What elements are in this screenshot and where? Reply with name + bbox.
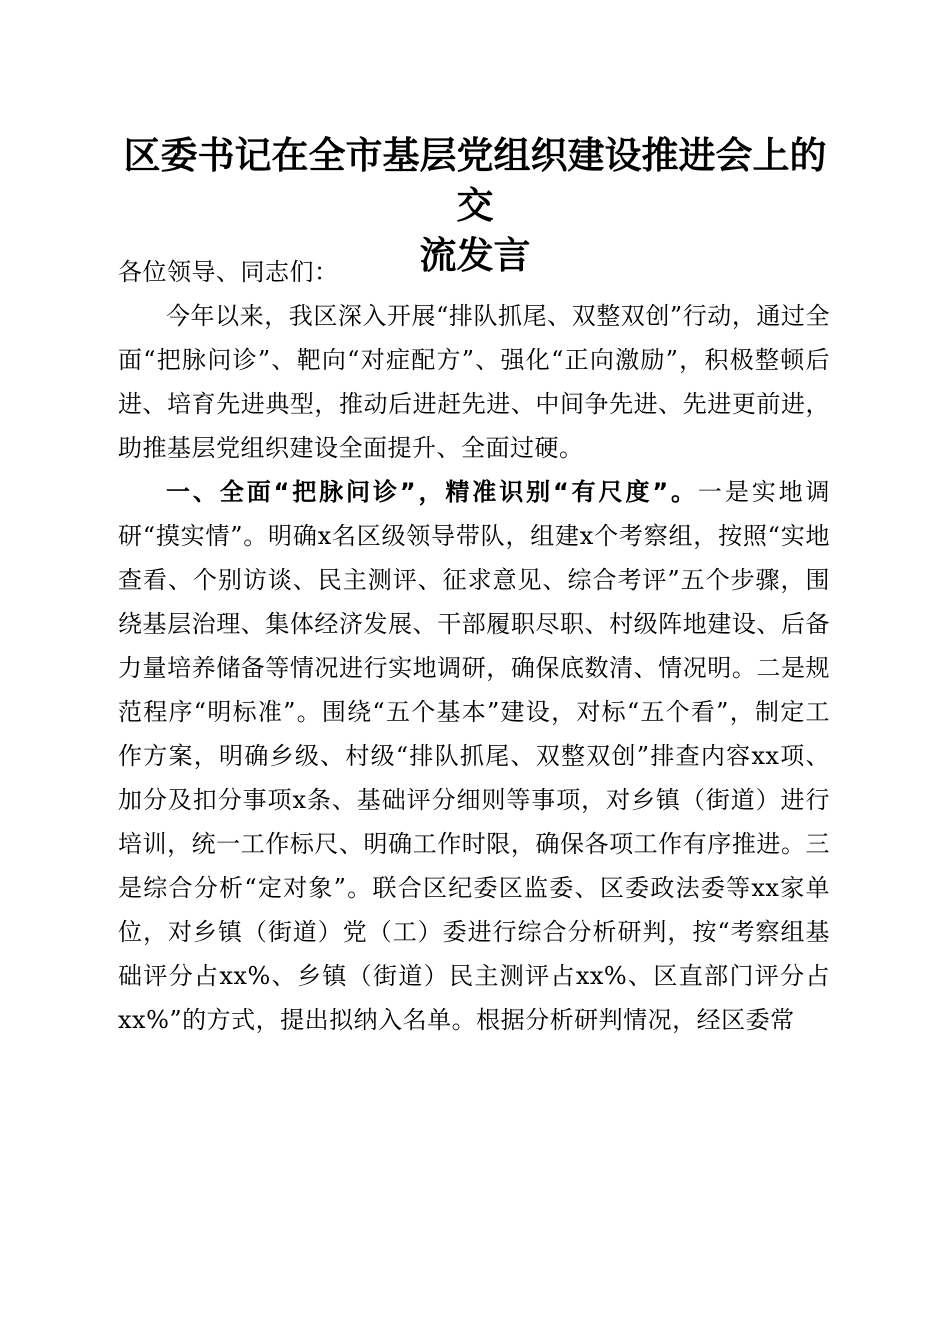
title-line-2: 流发言	[419, 233, 531, 277]
document-body	[118, 250, 830, 1042]
section-1-paragraph	[118, 470, 830, 1042]
intro-paragraph: 今年以来，我区深入开展“排队抓尾、双整双创”行动，通过全面“把脉问诊”、靶向“对症配方”、强化“正向激励”，积极整顿后进、培育先进典型，推动后进赶先进、中间争先进、先进更前进，助推基层党组织建设全面提升、全面过硬。	[118, 302, 830, 462]
section-1-body: 一是实地调研“摸实情”。明确x名区级领导带队，组建x个考察组，按照“实地查看、个别访谈、民主测评、征求意见、综合考评”五个步骤，围绕基层治理、集体经济发展、干部履职尽职、村级阵地建设、后备力量培养储备等情况进行实地调研，确保底数清、情况明。二是规范程序“明标准”。围绕“五个基本”建设，对标“五个看”，制定工作方案，明确乡级、村级“排队抓尾、双整双创”排查内容xx项、加分及扣分事项x条、基础评分细则等事项，对乡镇（街道）进行培训，统一工作标尺、明确工作时限，确保各项工作有序推进。三是综合分析“定对象”。联合区纪委区监委、区委政法委等xx家单位，对乡镇（街道）党（工）委进行综合分析研判，按“考察组基础评分占xx%、乡镇（街道）民主测评占xx%、区直部门评分占xx%”的方式，提出拟纳入名单。根据分析研判情况，经区委常	[118, 478, 831, 1034]
salutation: 各位领导、同志们：	[118, 258, 339, 286]
section-1-heading: 一、全面“把脉问诊”，精准识别“有尺度”。	[166, 478, 698, 506]
title-line-1: 区委书记在全市基层党组织建设推进会上的交	[123, 133, 827, 227]
